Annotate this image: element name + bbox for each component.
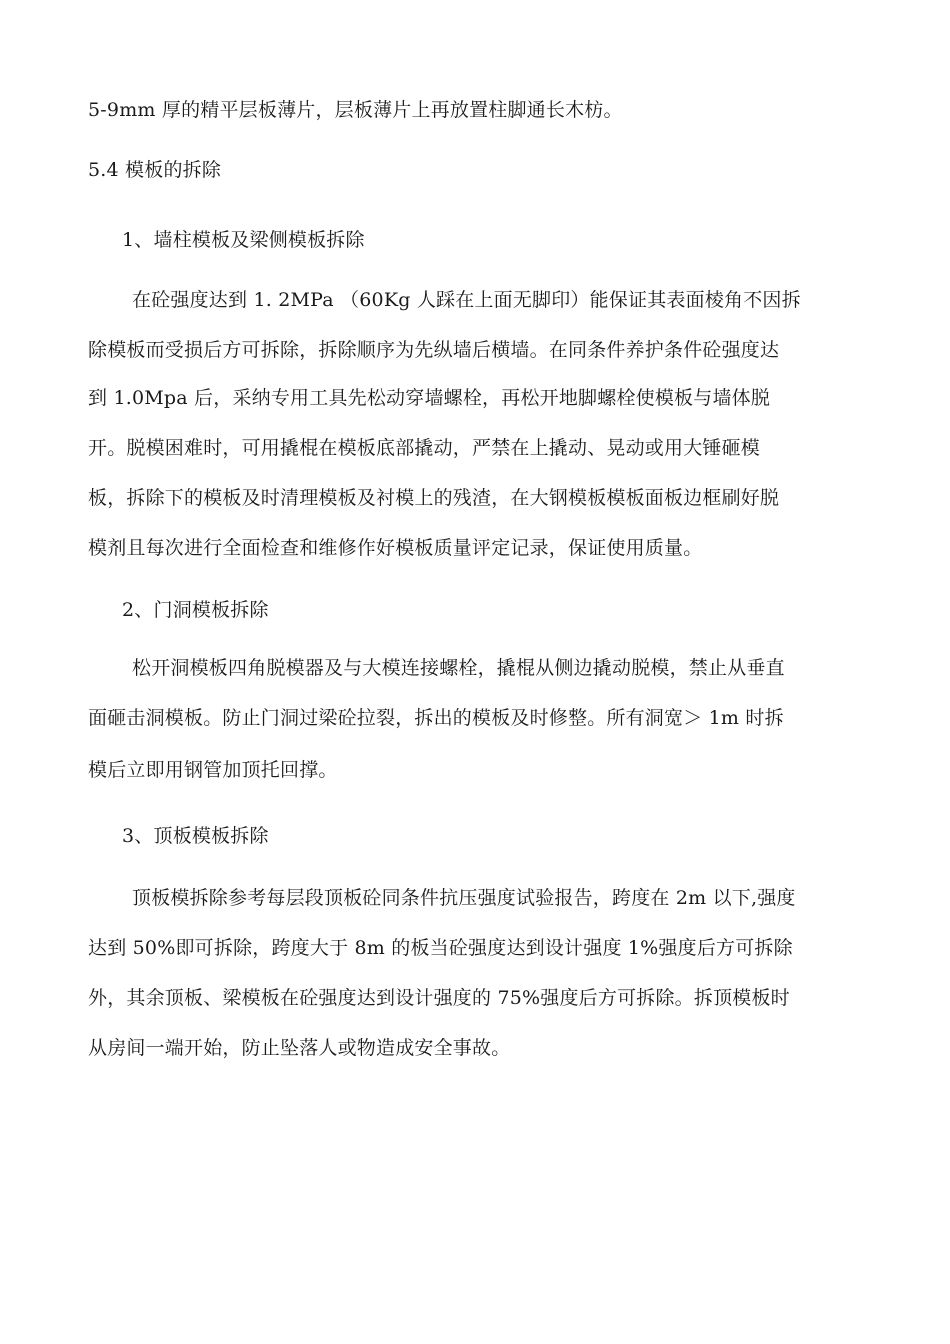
paragraph-line: 5-9mm 厚的精平层板薄片，层板薄片上再放置柱脚通长木枋。 (88, 99, 623, 121)
paragraph-line: 外，其余顶板、梁模板在砼强度达到设计强度的 75%强度后方可拆除。拆顶模板时 (88, 987, 790, 1009)
paragraph-line: 开。脱模困难时，可用撬棍在模板底部撬动，严禁在上撬动、晃动或用大锤砸模 (88, 437, 761, 459)
paragraph-line: 到 1.0Mpa 后，采纳专用工具先松动穿墙螺栓，再松开地脚螺栓使模板与墙体脱 (88, 387, 771, 409)
subsection-heading: 1、墙柱模板及梁侧模板拆除 (122, 229, 365, 251)
paragraph-line: 达到 50%即可拆除，跨度大于 8m 的板当砼强度达到设计强度 1%强度后方可拆除 (88, 937, 793, 959)
section-heading: 5.4 模板的拆除 (88, 159, 222, 181)
paragraph-line: 面砸击洞模板。防止门洞过梁砼拉裂，拆出的模板及时修整。所有洞宽＞ 1m 时拆 (88, 707, 784, 729)
paragraph-line: 模剂且每次进行全面检查和维修作好模板质量评定记录，保证使用质量。 (88, 537, 703, 559)
paragraph-line: 从房间一端开始，防止坠落人或物造成安全事故。 (88, 1037, 511, 1059)
subsection-heading: 2、门洞模板拆除 (122, 599, 269, 621)
paragraph-line: 模后立即用钢管加顶托回撑。 (88, 759, 338, 781)
paragraph-line: 在砼强度达到 1. 2MPa （60Kg 人踩在上面无脚印）能保证其表面棱角不因拆 (132, 289, 801, 311)
paragraph-line: 松开洞模板四角脱模器及与大模连接螺栓，撬棍从侧边撬动脱模，禁止从垂直 (132, 657, 785, 679)
subsection-heading: 3、顶板模板拆除 (122, 825, 269, 847)
paragraph-line: 顶板模拆除参考每层段顶板砼同条件抗压强度试验报告，跨度在 2m 以下,强度 (132, 887, 796, 909)
paragraph-line: 板，拆除下的模板及时清理模板及衬模上的残渣，在大钢模板模板面板边框刷好脱 (88, 487, 780, 509)
paragraph-line: 除模板而受损后方可拆除，拆除顺序为先纵墙后横墙。在同条件养护条件砼强度达 (88, 339, 780, 361)
